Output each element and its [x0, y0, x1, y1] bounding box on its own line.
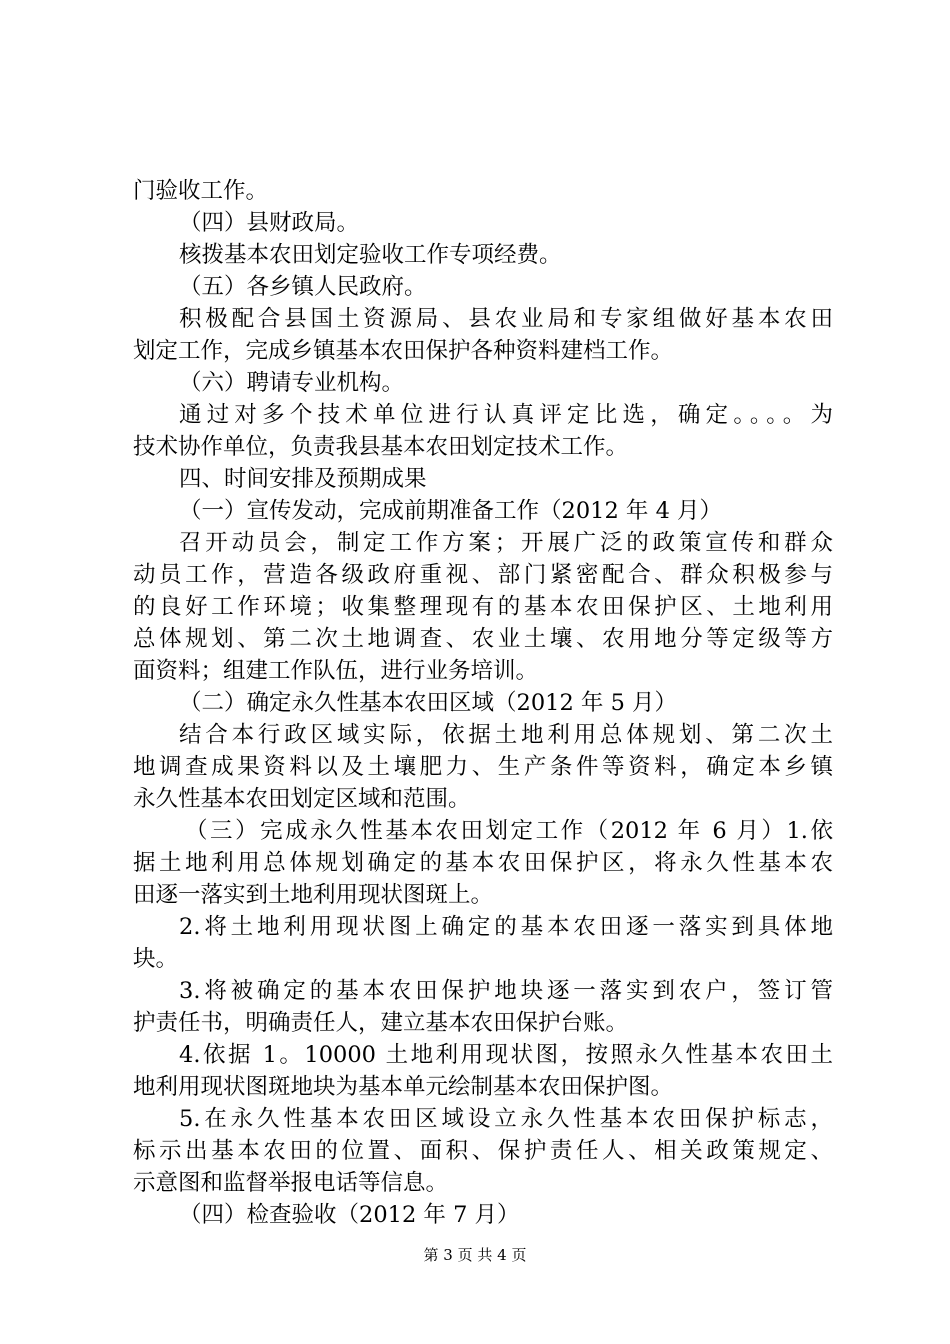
- paragraph-line: 技术协作单位，负责我县基本农田划定技术工作。: [133, 434, 629, 460]
- paragraph-line: 地调查成果资料以及土壤肥力、生产条件等资料，确定本乡镇: [133, 754, 833, 780]
- paragraph-line: 的良好工作环境；收集整理现有的基本农田保护区、土地利用: [133, 594, 833, 620]
- paragraph-line: 核拨基本农田划定验收工作专项经费。: [179, 242, 562, 268]
- paragraph-line: 总体规划、第二次土地调查、农业土壤、农用地分等定级等方: [133, 626, 833, 652]
- list-item-continuation: 地利用现状图斑地块为基本单元绘制基本农田保护图。: [133, 1074, 674, 1100]
- section-heading: （四）检查验收（2012 年 7 月）: [179, 1202, 520, 1228]
- page-footer: [0, 1245, 950, 1265]
- paragraph-line: 田逐一落实到土地利用现状图斑上。: [133, 882, 494, 908]
- list-item-continuation: 护责任书，明确责任人，建立基本农田保护台账。: [133, 1010, 629, 1036]
- paragraph-line: 积极配合县国土资源局、县农业局和专家组做好基本农田: [179, 306, 833, 332]
- section-heading: （六）聘请专业机构。: [179, 370, 405, 396]
- list-item: 2.将土地利用现状图上确定的基本农田逐一落实到具体地: [179, 914, 833, 940]
- list-item-continuation: 块。: [133, 946, 179, 972]
- section-heading: （二）确定永久性基本农田区域（2012 年 5 月）: [179, 690, 678, 716]
- section-heading: （一）宣传发动，完成前期准备工作（2012 年 4 月）: [179, 498, 723, 524]
- paragraph-line: 结合本行政区域实际，依据土地利用总体规划、第二次土: [179, 722, 833, 748]
- paragraph-line: 永久性基本农田划定区域和范围。: [133, 786, 471, 812]
- paragraph-line: 动员工作，营造各级政府重视、部门紧密配合、群众积极参与: [133, 562, 833, 588]
- list-item: 3.将被确定的基本农田保护地块逐一落实到农户，签订管: [179, 978, 833, 1004]
- chapter-heading: 四、时间安排及预期成果: [179, 466, 427, 492]
- section-heading: （三）完成永久性基本农田划定工作（2012 年 6 月）1.依: [185, 818, 833, 844]
- paragraph-line: 面资料；组建工作队伍，进行业务培训。: [133, 658, 539, 684]
- paragraph-line: 门验收工作。: [133, 178, 269, 204]
- list-item: 4.依据 1。10000 土地利用现状图，按照永久性基本农田土: [179, 1042, 833, 1068]
- section-heading: （四）县财政局。: [179, 210, 360, 236]
- paragraph-line: 召开动员会，制定工作方案；开展广泛的政策宣传和群众: [179, 530, 833, 556]
- paragraph-line: 通过对多个技术单位进行认真评定比选，确定。。。。为: [179, 402, 833, 428]
- section-heading: （五）各乡镇人民政府。: [179, 274, 427, 300]
- page-number: 第 3 页 共 4 页: [423, 1246, 527, 1264]
- list-item-continuation: 示意图和监督举报电话等信息。: [133, 1170, 449, 1196]
- document-body: [133, 175, 833, 1231]
- list-item: 5.在永久性基本农田区域设立永久性基本农田保护标志，: [179, 1106, 833, 1132]
- list-item-continuation: 标示出基本农田的位置、面积、保护责任人、相关政策规定、: [133, 1138, 833, 1164]
- paragraph-line: 据土地利用总体规划确定的基本农田保护区，将永久性基本农: [133, 850, 833, 876]
- paragraph-line: 划定工作，完成乡镇基本农田保护各种资料建档工作。: [133, 338, 674, 364]
